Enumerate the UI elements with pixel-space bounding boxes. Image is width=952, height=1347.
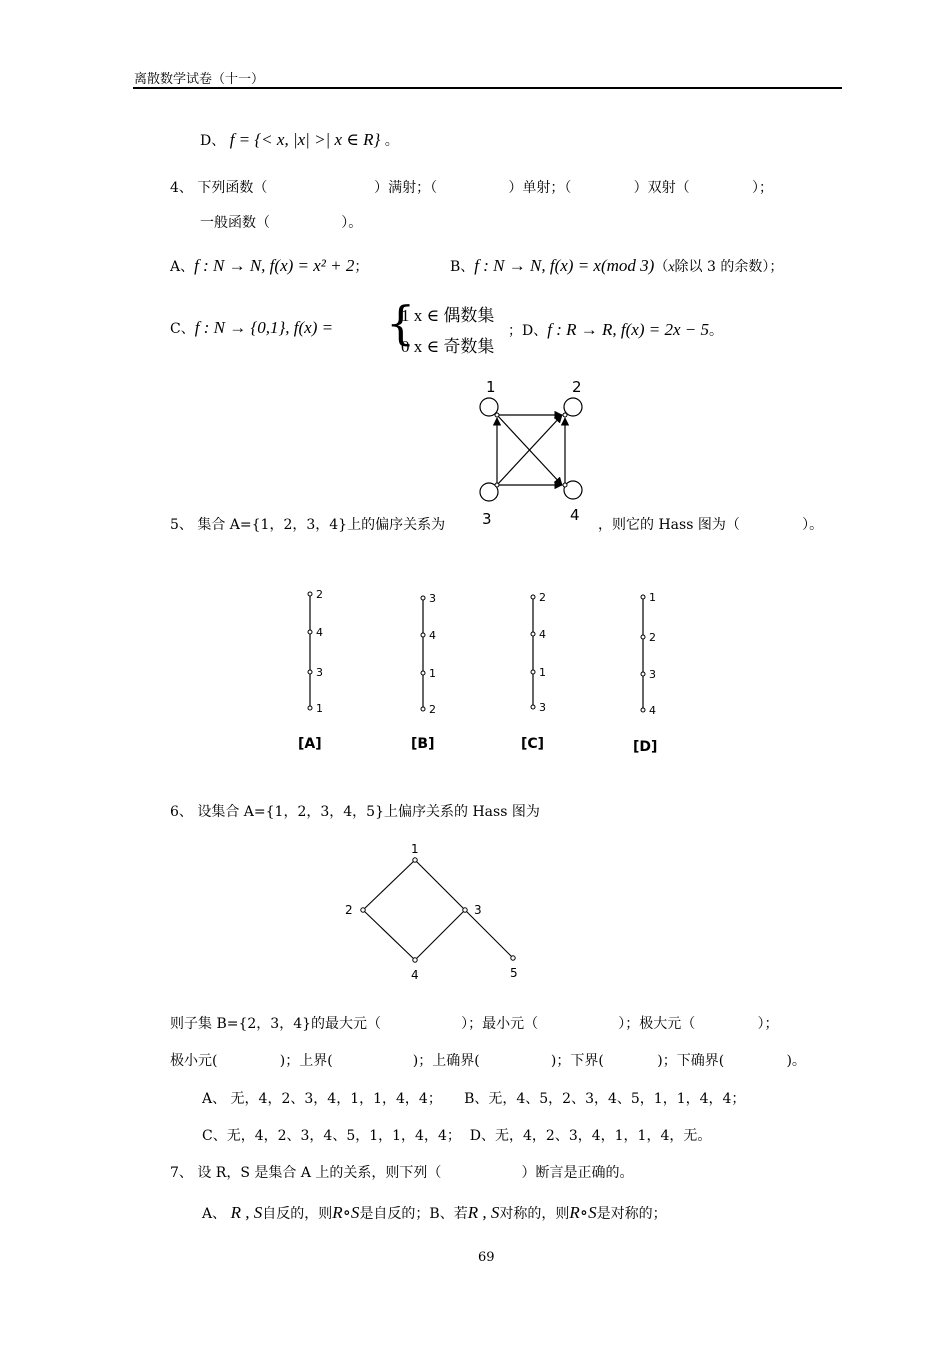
q7-optb-text1: 对称的，则 (499, 1206, 570, 1222)
q3-optd-end: 。 (384, 133, 399, 149)
q5-label-1: 1 (486, 378, 496, 396)
q6-node-3 (463, 908, 467, 912)
q5-node-1 (495, 413, 499, 417)
q5-option-3-node-2 (641, 672, 645, 676)
q6-edge-3-5 (465, 910, 513, 958)
q5-option-1-node-label-1: 4 (429, 629, 436, 642)
q5-option-1-node-label-0: 3 (429, 592, 436, 605)
q5-option-0-node-3 (308, 706, 312, 710)
q4-option-a (170, 256, 368, 276)
q6-node-4 (413, 958, 417, 962)
q6-label-1: 1 (411, 842, 419, 856)
q5-option-label-3: [D] (633, 739, 658, 755)
q5-option-2-node-label-1: 4 (539, 628, 546, 641)
q4-option-c-lead (170, 318, 333, 338)
q5-option-1-node-3 (421, 707, 425, 711)
q6-label-3: 3 (474, 903, 482, 917)
q7-opta-text2: 是自反的；B、若 (359, 1206, 468, 1222)
q6-label-4: 4 (411, 968, 419, 982)
q6-node-2 (361, 908, 365, 912)
q4-optc-end: ； (508, 323, 522, 339)
q5-option-2-node-label-0: 2 (539, 591, 546, 604)
q5-option-label-0: [A] (298, 736, 322, 752)
q5-options-diagram (290, 580, 690, 760)
q5-option-1-node-0 (421, 596, 425, 600)
q4-stem-line2: 一般函数（ ）。 (200, 215, 363, 231)
q5-stem-before: 5、 集合 A={1，2，3，4}上的偏序关系为 (170, 517, 446, 533)
q5-option-3-node-3 (641, 708, 645, 712)
q5-option-1-node-label-3: 2 (429, 703, 436, 716)
q5-option-2-node-label-3: 3 (539, 701, 546, 714)
q4-optb-label: B、 (450, 259, 475, 275)
q5-option-2-node-1 (531, 632, 535, 636)
q6-edge-3-4 (415, 910, 465, 960)
q4-optb-note: 除以 3 的余数 (674, 259, 763, 275)
q5-option-3-node-0 (641, 595, 645, 599)
q6-question-line2: 极小元( )；上界( )；上确界( )；下界( )；下确界( )。 (170, 1053, 806, 1069)
q5-label-4: 4 (570, 506, 580, 524)
q5-option-3-node-label-2: 3 (649, 668, 656, 681)
q3-option-d (200, 130, 399, 150)
q5-option-0-node-0 (308, 592, 312, 596)
q5-option-label-2: [C] (521, 736, 545, 752)
q4-optc-brace: { (386, 296, 416, 350)
q5-option-1-node-2 (421, 671, 425, 675)
q5-option-label-1: [B] (411, 736, 435, 752)
q4-stem-line1: 4、 下列函数（ ）满射；（ ）单射；（ ）双射（ ）； (170, 180, 773, 196)
q6-node-1 (413, 858, 417, 862)
q4-optc-formula: f : N → {0,1}, f(x) = (194, 318, 334, 337)
q5-option-3-node-label-3: 4 (649, 704, 656, 717)
header-title: 离散数学试卷（十一） (134, 72, 265, 87)
header-divider (133, 87, 842, 89)
q6-options-ab: A、 无，4，2、3，4，1，1，4，4； B、无，4、5，2、3，4、5，1，1，4，4； (202, 1091, 746, 1107)
q5-option-3-node-label-0: 1 (649, 591, 656, 604)
q4-optb-formula: f : N → N, f(x) = x(mod 3) (474, 256, 655, 275)
q4-optd-formula: f : R → R, f(x) = 2x − 5 (547, 320, 709, 339)
q7-opta-label: A、 (202, 1206, 227, 1222)
q5-relation-graph (470, 372, 600, 532)
q7-optb-composition: R∘S (569, 1203, 597, 1222)
q5-option-3-node-label-1: 2 (649, 631, 656, 644)
q7-optb-rs: R , S (467, 1203, 500, 1222)
q7-opta-composition: R∘S (332, 1203, 360, 1222)
q3-optd-formula: f = {< x, |x| >| x ∈ R} (229, 130, 381, 149)
q4-optc-label: C、 (170, 321, 195, 337)
q6-label-5: 5 (510, 966, 518, 980)
q4-opta-formula: f : N → N, f(x) = x² + 2 (194, 256, 355, 275)
q5-option-1-node-label-2: 1 (429, 667, 436, 680)
q4-opta-label: A、 (170, 259, 195, 275)
q4-optd-label: D、 (522, 323, 548, 339)
q5-option-0-node-label-0: 2 (316, 588, 323, 601)
q5-option-0-node-2 (308, 670, 312, 674)
q6-stem: 6、 设集合 A={1，2，3，4，5}上偏序关系的 Hass 图为 (170, 804, 540, 820)
q7-optb-text2: 是对称的； (596, 1206, 667, 1222)
q6-edge-2-4 (363, 910, 415, 960)
q5-option-3-node-1 (641, 635, 645, 639)
q4-optd-end: 。 (708, 323, 723, 339)
q4-option-d (508, 320, 723, 340)
q5-label-2: 2 (572, 378, 582, 396)
q4-optb-note-open: （ (654, 259, 669, 275)
q5-option-2-node-2 (531, 670, 535, 674)
q4-option-b (450, 256, 783, 276)
q7-options (202, 1203, 667, 1223)
q5-option-0-node-label-3: 1 (316, 702, 323, 715)
q4-optc-case2: 0 x ∈ 奇数集 (401, 337, 495, 356)
q5-label-3: 3 (482, 510, 492, 528)
q6-hass-diagram (335, 838, 545, 988)
q5-option-2-node-3 (531, 705, 535, 709)
q4-optb-note-close: ）； (762, 259, 784, 275)
q5-option-2-node-label-2: 1 (539, 666, 546, 679)
q6-label-2: 2 (345, 903, 353, 917)
q6-edge-1-2 (363, 860, 415, 910)
q5-node-3 (495, 483, 499, 487)
q5-option-0-node-label-2: 3 (316, 666, 323, 679)
q6-question-line1: 则子集 B={2，3，4}的最大元（ ）；最小元（ ）；极大元（ ）； (170, 1016, 779, 1032)
page-number: 69 (478, 1250, 495, 1265)
q5-option-0-node-label-1: 4 (316, 626, 323, 639)
q5-node-2 (563, 413, 567, 417)
q6-options-cd: C、无，4，2、3，4、5，1，1，4，4； D、无，4，2、3，4，1，1，4，无。 (202, 1128, 712, 1144)
q7-opta-rs: R , S (230, 1203, 263, 1222)
q3-optd-label: D、 (200, 133, 226, 149)
q5-option-1-node-1 (421, 633, 425, 637)
q5-option-0-node-1 (308, 630, 312, 634)
q5-stem-after: ，则它的 Hass 图为（ ）。 (598, 517, 824, 533)
q7-opta-text1: 自反的，则 (262, 1206, 333, 1222)
q6-node-5 (511, 956, 515, 960)
q7-stem: 7、 设 R，S 是集合 A 上的关系，则下列（ ）断言是正确的。 (170, 1165, 634, 1181)
q5-option-2-node-0 (531, 595, 535, 599)
q5-node-4 (563, 483, 567, 487)
q4-opta-end: ； (354, 259, 369, 275)
q4-optb-note-x: x (668, 260, 675, 275)
q6-edge-1-3 (415, 860, 465, 910)
q4-optc-case1: 1 x ∈ 偶数集 (401, 306, 495, 325)
